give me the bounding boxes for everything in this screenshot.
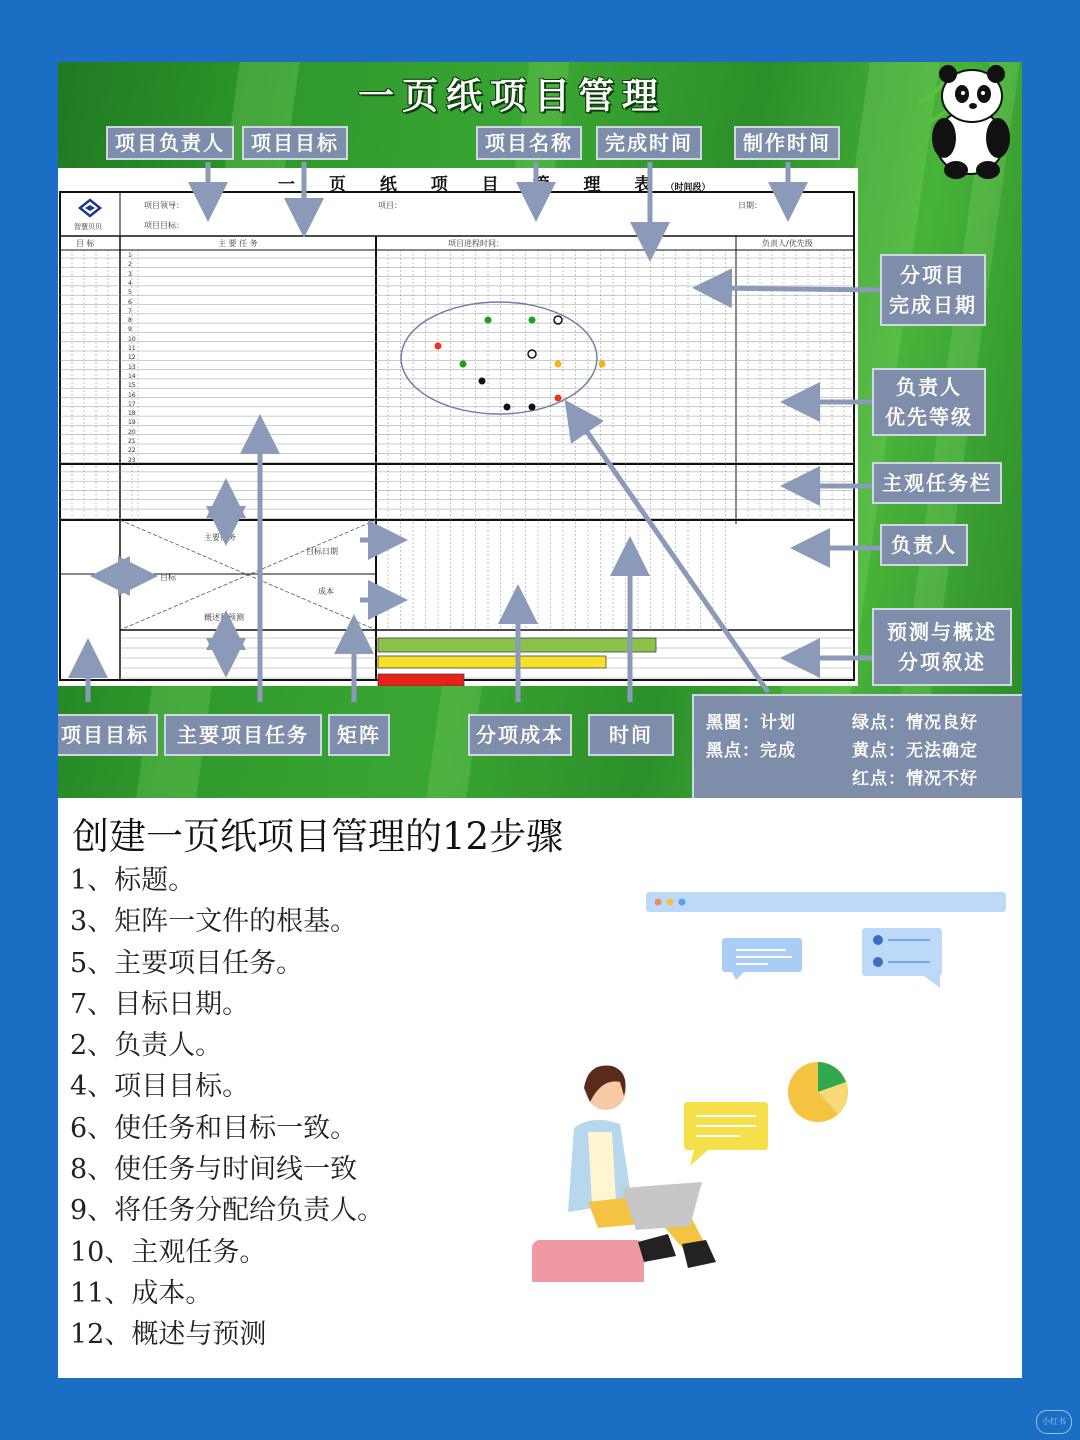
step-item: 2、负责人。 <box>70 1030 223 1062</box>
matrix-main-tasks: 主要任务 <box>204 533 236 542</box>
matrix-target-date: 目标日期 <box>306 547 338 556</box>
project-sheet-infographic <box>58 62 1022 798</box>
step-item: 1、标题。 <box>70 865 196 896</box>
sheet-row-number: 19 <box>128 419 136 427</box>
step-item: 11、成本。 <box>70 1277 213 1309</box>
label-owner: 负责人 <box>880 524 968 566</box>
sheet-row-number: 8 <box>128 317 132 325</box>
legend-green-dot: 绿点：情况良好 <box>852 713 978 733</box>
matrix-goal: 目标 <box>160 573 176 582</box>
watermark: 小红书 <box>1036 1410 1072 1434</box>
step-item: 6、使任务和目标一致。 <box>70 1112 358 1144</box>
poster-card <box>58 62 1022 1378</box>
step-item: 9、将任务分配给负责人。 <box>70 1195 385 1227</box>
sheet-row-number: 10 <box>128 335 136 343</box>
sheet-row-number: 12 <box>128 354 136 362</box>
sheet-logo-text: 智慧贝贝 <box>74 223 102 231</box>
sheet-col-tasks: 主 要 任 务 <box>218 239 258 248</box>
label-forecast: 预测与概述 分项叙述 <box>872 608 1012 686</box>
infographic-title: 一页纸项目管理 <box>358 75 667 117</box>
sheet-row-number: 20 <box>128 428 136 436</box>
sheet-field-project: 项目： <box>378 201 402 210</box>
label-sub-cost: 分项成本 <box>468 714 572 756</box>
step-item: 12、概述与预测 <box>70 1319 267 1351</box>
steps-title: 创建一页纸项目管理的12步骤 <box>72 815 564 858</box>
sheet-row-number: 7 <box>128 307 132 315</box>
sheet-field-date: 日期： <box>738 201 762 210</box>
sheet-row-number: 18 <box>128 410 136 418</box>
label-sub-finish-date: 分项目 完成日期 <box>880 254 986 326</box>
step-item: 8、使任务与时间线一致 <box>70 1154 358 1186</box>
sheet-title: 一 页 纸 项 目 管 理 表（时间段） <box>278 175 711 195</box>
step-item: 10、主观任务。 <box>70 1236 267 1268</box>
sheet-field-leader: 项目领导： <box>144 201 184 210</box>
sheet-row-number: 3 <box>128 270 132 278</box>
sheet-row-number: 13 <box>128 363 136 371</box>
sheet-row-number: 6 <box>128 298 132 306</box>
sheet-col-goal: 目 标 <box>76 239 95 248</box>
sheet-row-number: 14 <box>128 372 136 380</box>
sheet-row-number: 5 <box>128 289 132 297</box>
sheet-row-number: 16 <box>128 391 136 399</box>
sheet-row-number: 23 <box>128 456 136 464</box>
status-legend <box>692 694 1022 798</box>
label-finish-time: 完成时间 <box>596 126 702 160</box>
legend-yellow-dot: 黄点：无法确定 <box>852 741 978 761</box>
label-subjective-tasks: 主观任务栏 <box>872 462 1002 504</box>
label-time: 时间 <box>588 714 674 756</box>
step-item: 5、主要项目任务。 <box>70 947 304 979</box>
step-item: 4、项目目标。 <box>70 1071 250 1103</box>
sheet-row-number: 17 <box>128 400 136 408</box>
steps-list <box>70 858 384 1354</box>
step-item: 7、目标日期。 <box>70 988 250 1020</box>
label-project-owner: 项目负责人 <box>106 126 234 160</box>
sheet-row-number: 21 <box>128 438 136 445</box>
sheet-row-number: 15 <box>128 382 136 390</box>
matrix-cost: 成本 <box>318 587 334 596</box>
sheet-row-number: 1 <box>128 252 132 259</box>
step-item: 3、矩阵一文件的根基。 <box>70 906 358 938</box>
label-matrix: 矩阵 <box>328 714 390 756</box>
label-create-time: 制作时间 <box>734 126 840 160</box>
label-owner-priority: 负责人 优先等级 <box>872 368 986 436</box>
label-main-tasks: 主要项目任务 <box>164 714 322 756</box>
label-project-goal-bottom: 项目目标 <box>58 714 158 756</box>
label-project-name: 项目名称 <box>476 126 582 160</box>
legend-black-dot: 黑点：完成 <box>706 741 796 761</box>
person-laptop-illustration <box>528 882 1018 1282</box>
sheet-row-number: 4 <box>128 279 132 287</box>
sheet-row-number: 2 <box>128 261 132 269</box>
matrix-forecast: 概述和预测 <box>204 613 244 622</box>
sheet-field-goal: 项目目标： <box>144 221 184 230</box>
sheet-row-number: 9 <box>128 326 132 334</box>
sheet-col-owner: 负责人/优先级 <box>762 239 813 248</box>
legend-black-circle: 黑圈：计划 <box>706 713 796 733</box>
sheet-col-time: 项目进程时间： <box>448 239 504 248</box>
legend-red-dot: 红点：情况不好 <box>852 769 978 789</box>
sheet-row-number: 22 <box>128 447 136 455</box>
sheet-row-number: 11 <box>128 345 136 352</box>
label-project-goal-top: 项目目标 <box>242 126 348 160</box>
